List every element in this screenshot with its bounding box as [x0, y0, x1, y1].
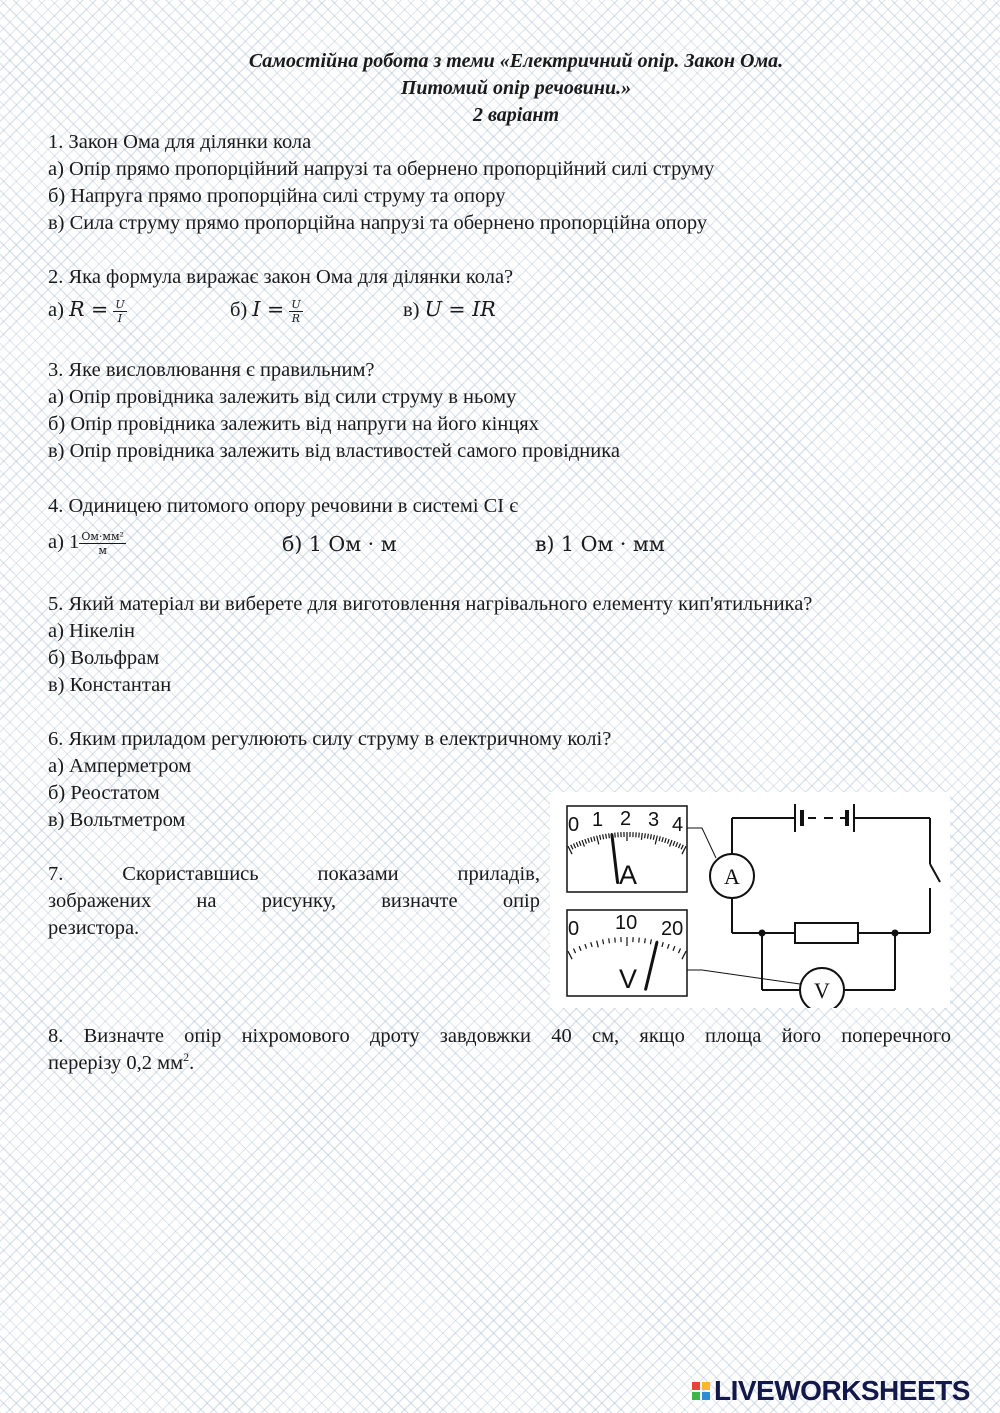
q4-option-c: в) 1 Ом · мм	[535, 532, 665, 556]
voltmeter-unit: V	[619, 964, 638, 994]
q2-b-lhs: I =	[252, 297, 285, 321]
q2-option-a	[48, 296, 127, 325]
q8-line2-end: .	[189, 1052, 195, 1074]
question-7-line-1: 7. Скориставшись показами приладів,	[48, 863, 540, 885]
question-6: 6. Яким приладом регулюють силу струму в електричному колі?	[48, 728, 612, 750]
meter-tick	[650, 834, 651, 839]
meter-tick	[588, 838, 590, 843]
q2-a-lhs: R =	[69, 297, 109, 321]
meter-tick	[591, 837, 592, 842]
circuit-figure	[550, 792, 950, 1008]
meter-tick	[662, 837, 663, 842]
voltmeter-scale	[568, 937, 686, 959]
meter-tick	[678, 844, 680, 849]
meter-tick	[609, 938, 610, 943]
circuit-wires	[732, 804, 940, 990]
ammeter-needle	[612, 835, 618, 883]
meter-tick	[667, 839, 669, 844]
q6-option-a: а) Амперметром	[48, 755, 192, 777]
meter-tick	[655, 836, 657, 845]
q1-option-b: б) Напруга прямо пропорційна силі струму та опору	[48, 185, 506, 207]
meter-tick	[576, 842, 578, 847]
voltmeter-tick-label: 0	[568, 918, 580, 940]
q2-b-fraction	[289, 298, 302, 325]
circuit-svg	[550, 792, 950, 1008]
q3-option-c: в) Опір провідника залежить від властивостей самого провідника	[48, 440, 620, 462]
meter-tick	[670, 840, 672, 847]
title-variant: 2 варіант	[472, 104, 559, 126]
q3-option-a: а) Опір провідника залежить від сили струму в ньому	[48, 386, 517, 408]
question-3: 3. Яке висловлювання є правильним?	[48, 359, 375, 381]
ammeter-tick-label: 2	[620, 808, 632, 830]
q5-option-c: в) Константан	[48, 674, 172, 696]
q6-option-b: б) Реостатом	[48, 782, 160, 804]
resistor-symbol	[795, 923, 858, 943]
meter-tick	[665, 838, 667, 843]
meter-tick	[653, 835, 654, 840]
ammeter-tick-label: 3	[648, 809, 660, 831]
meter-tick	[579, 841, 581, 846]
q2-c-label: в)	[403, 299, 420, 321]
q3-option-b: б) Опір провідника залежить від напруги на його кінцях	[48, 413, 539, 435]
q4-option-a	[48, 529, 126, 557]
q2-a-fraction	[113, 298, 126, 325]
title-line-2: Питомий опір речовини.»	[400, 77, 632, 99]
q5-option-b: б) Вольфрам	[48, 647, 160, 669]
meter-tick	[579, 946, 581, 951]
q6-option-c: в) Вольтметром	[48, 809, 186, 831]
q2-option-c	[403, 296, 496, 323]
question-1: 1. Закон Ома для ділянки кола	[48, 131, 312, 153]
q1-option-a: а) Опір прямо пропорційний напрузі та обернено пропорційний силі струму	[48, 158, 715, 180]
logo-square	[692, 1382, 700, 1390]
q8-line2-text: перерізу 0,2 мм	[48, 1052, 184, 1074]
meter-tick	[568, 951, 572, 959]
meter-tick	[582, 840, 584, 847]
q2-a-num: U	[115, 297, 125, 311]
ammeter-symbol-label: A	[724, 864, 740, 889]
voltmeter-tick-label: 10	[615, 912, 638, 934]
q2-b-num: U	[291, 297, 301, 311]
meter-tick	[585, 839, 587, 844]
question-2: 2. Яка формула виражає закон Ома для ділянки кола?	[48, 266, 514, 288]
q2-c-formula: U = IR	[424, 297, 496, 321]
q1-option-c: в) Сила струму прямо пропорційна напрузі та обернено пропорційна опору	[48, 212, 708, 234]
q2-b-den: R	[291, 311, 301, 325]
voltmeter-tick-label: 20	[661, 918, 684, 940]
ammeter-tick-label: 4	[672, 814, 684, 836]
meter-tick	[571, 845, 573, 850]
ammeter-tick-label: 1	[592, 809, 604, 831]
q2-a-label: а)	[48, 299, 64, 321]
meter-tick	[662, 942, 663, 947]
meter-tick	[594, 836, 595, 841]
ammeter-unit: A	[619, 860, 638, 890]
question-8-line-1: 8. Визначте опір ніхромового дроту завдовжки 40 см, якщо площа його поперечного	[48, 1025, 951, 1047]
meter-tick	[678, 949, 680, 954]
meter-tick	[600, 835, 601, 840]
ammeter-scale	[568, 832, 686, 854]
question-8-line-2	[48, 1050, 194, 1076]
meter-tick	[645, 833, 646, 838]
voltmeter-leader-line	[687, 970, 800, 984]
meter-tick	[574, 949, 576, 954]
logo-square	[702, 1392, 710, 1400]
meter-tick	[667, 944, 669, 949]
question-5: 5. Який матеріал ви виберете для виготовлення нагрівального елементу кип'ятильника?	[48, 593, 813, 615]
meter-tick	[603, 834, 604, 839]
q5-option-a: а) Нікелін	[48, 620, 135, 642]
question-4: 4. Одиницею питомого опору речовини в системі СІ є	[48, 495, 519, 517]
meter-tick	[603, 939, 604, 944]
meter-tick	[681, 845, 683, 850]
question-7-line-2: зображених на рисунку, визначте опір	[48, 890, 540, 912]
q4-a-num: Ом·мм²	[81, 529, 124, 543]
junction-dot	[892, 930, 899, 937]
q2-a-den: I	[117, 311, 123, 325]
meter-tick	[609, 833, 610, 838]
meter-tick	[673, 946, 675, 951]
logo-text: LIVEWORKSHEETS	[714, 1375, 970, 1406]
voltmeter-needle	[646, 943, 657, 990]
title-line-1: Самостійна робота з теми «Електричний опір. Закон Ома.	[248, 50, 784, 72]
meter-tick	[597, 941, 599, 948]
meter-tick	[650, 939, 651, 944]
q4-option-b: б) 1 Ом · м	[282, 532, 397, 556]
meter-tick	[682, 951, 686, 959]
q4-a-label: а) 1	[48, 531, 80, 553]
junction-dot	[759, 930, 766, 937]
q4-a-fraction	[79, 530, 126, 557]
meter-tick	[597, 836, 599, 845]
logo-square	[692, 1392, 700, 1400]
meter-tick	[591, 942, 592, 947]
meter-tick	[645, 938, 646, 943]
q2-b-label: б)	[230, 299, 248, 321]
logo-mark-icon	[692, 1382, 710, 1400]
q2-option-b	[230, 296, 303, 325]
question-7-line-3: резистора.	[48, 917, 140, 939]
meter-tick	[648, 834, 649, 839]
liveworksheets-logo	[692, 1374, 970, 1408]
meter-tick	[676, 842, 678, 847]
voltmeter-symbol-label: V	[814, 978, 830, 1003]
meter-tick	[585, 944, 587, 949]
meter-tick	[606, 834, 607, 839]
meter-tick	[673, 841, 675, 846]
meter-tick	[574, 844, 576, 849]
q8-superscript: 2	[183, 1050, 190, 1065]
meter-tick	[659, 836, 660, 841]
meter-tick	[641, 833, 642, 840]
ammeter-leader-line	[687, 828, 716, 858]
logo-square	[702, 1382, 710, 1390]
q4-a-den: м	[98, 543, 107, 557]
ammeter-tick-label: 0	[568, 814, 580, 836]
